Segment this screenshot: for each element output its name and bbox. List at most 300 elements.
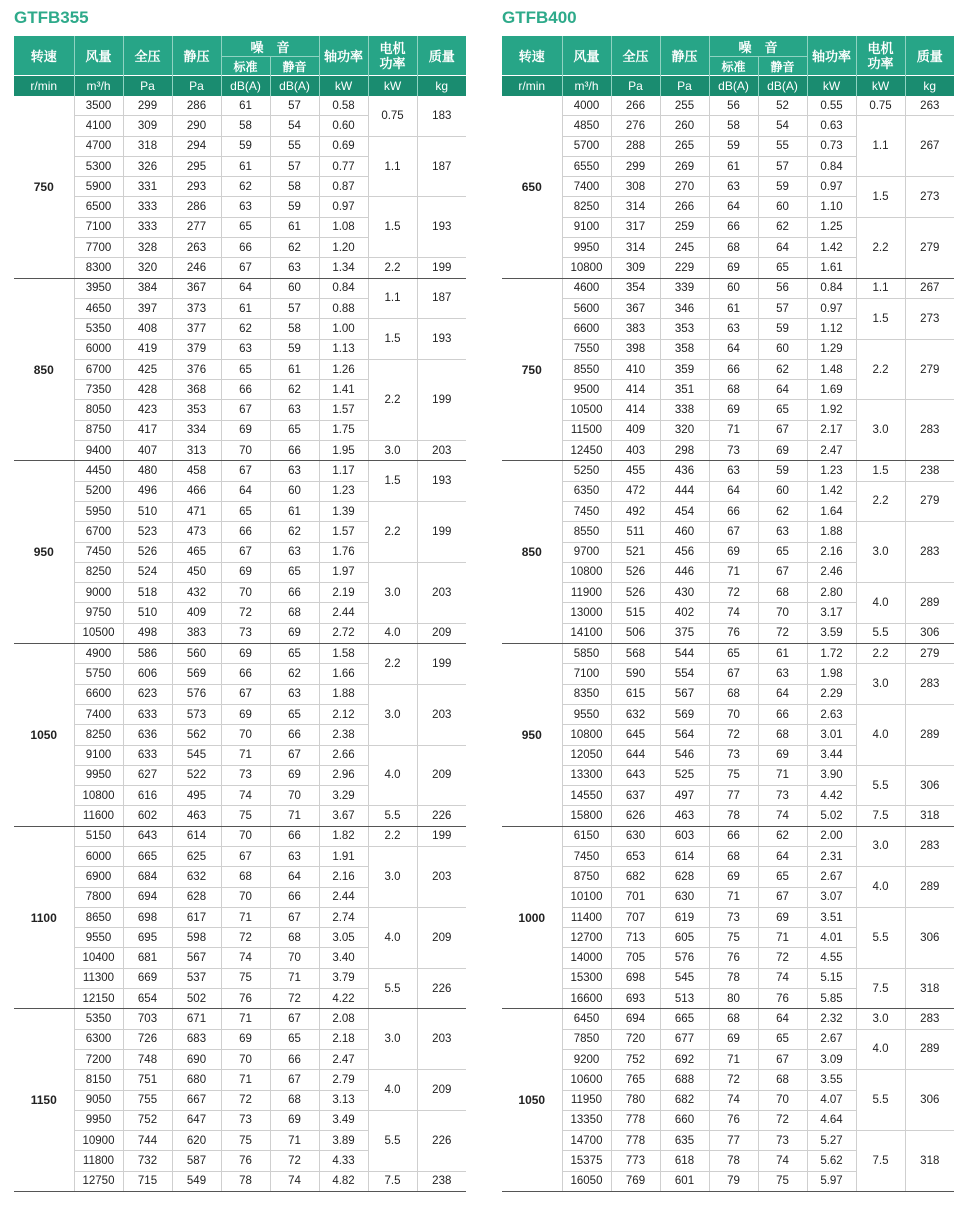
- data-cell: 245: [660, 238, 709, 258]
- data-cell: 653: [611, 846, 660, 866]
- data-cell: 544: [660, 644, 709, 664]
- table-row: [502, 278, 954, 298]
- data-cell: 73: [221, 623, 270, 643]
- data-cell: 76: [221, 1151, 270, 1171]
- data-cell: 14100: [562, 623, 611, 643]
- data-cell: 694: [123, 887, 172, 907]
- data-cell: 66: [270, 1049, 319, 1069]
- data-cell: 71: [758, 928, 807, 948]
- motor-power-cell: 4.0: [856, 1029, 905, 1070]
- table-row: [14, 278, 466, 298]
- mass-cell: 226: [417, 1110, 466, 1171]
- data-cell: 4.64: [807, 1110, 856, 1130]
- motor-power-cell: 2.2: [368, 359, 417, 440]
- data-cell: 64: [221, 481, 270, 501]
- data-cell: 0.55: [807, 96, 856, 116]
- unit-static-pressure: Pa: [660, 76, 709, 97]
- data-cell: 65: [221, 217, 270, 237]
- mass-cell: 273: [905, 298, 954, 339]
- motor-power-cell: 1.5: [368, 319, 417, 360]
- data-cell: 9550: [74, 928, 123, 948]
- data-cell: 630: [611, 826, 660, 846]
- data-cell: 55: [758, 136, 807, 156]
- data-cell: 3500: [74, 96, 123, 116]
- data-cell: 637: [611, 786, 660, 806]
- data-cell: 432: [172, 583, 221, 603]
- data-cell: 334: [172, 420, 221, 440]
- header-static-pressure: 静压: [660, 36, 709, 76]
- data-cell: 373: [172, 298, 221, 318]
- data-cell: 63: [270, 684, 319, 704]
- motor-power-cell: 0.75: [856, 96, 905, 116]
- motor-power-cell: 3.0: [368, 1009, 417, 1070]
- data-cell: 72: [709, 725, 758, 745]
- data-cell: 2.79: [319, 1070, 368, 1090]
- data-cell: 0.77: [319, 156, 368, 176]
- data-cell: 78: [709, 1151, 758, 1171]
- data-cell: 64: [221, 278, 270, 298]
- mass-cell: 283: [905, 400, 954, 461]
- data-cell: 11600: [74, 806, 123, 826]
- data-cell: 314: [611, 238, 660, 258]
- data-cell: 9100: [74, 745, 123, 765]
- data-cell: 8550: [562, 359, 611, 379]
- data-cell: 65: [221, 359, 270, 379]
- data-cell: 769: [611, 1171, 660, 1191]
- data-cell: 65: [270, 704, 319, 724]
- data-cell: 683: [172, 1029, 221, 1049]
- table-row: [14, 826, 466, 846]
- data-cell: 525: [660, 765, 709, 785]
- data-cell: 246: [172, 258, 221, 278]
- data-cell: 748: [123, 1049, 172, 1069]
- header-mass: 质量: [905, 36, 954, 76]
- mass-cell: 187: [417, 278, 466, 319]
- data-cell: 73: [709, 907, 758, 927]
- data-cell: 73: [221, 765, 270, 785]
- table-title: GTFB400: [502, 8, 577, 27]
- motor-power-cell: 1.5: [856, 461, 905, 481]
- motor-power-cell: 2.2: [856, 217, 905, 278]
- mass-cell: 283: [905, 664, 954, 705]
- data-cell: 7100: [562, 664, 611, 684]
- data-cell: 63: [758, 522, 807, 542]
- header-shaft-power: 轴功率: [807, 36, 856, 76]
- data-cell: 1.58: [319, 644, 368, 664]
- data-cell: 0.87: [319, 177, 368, 197]
- data-cell: 9500: [562, 380, 611, 400]
- data-cell: 617: [172, 907, 221, 927]
- data-cell: 713: [611, 928, 660, 948]
- data-cell: 463: [172, 806, 221, 826]
- data-cell: 2.46: [807, 562, 856, 582]
- data-cell: 12700: [562, 928, 611, 948]
- table-panel-gtfb355: [14, 0, 466, 1192]
- data-cell: 351: [660, 380, 709, 400]
- data-cell: 1.64: [807, 501, 856, 521]
- data-cell: 61: [270, 359, 319, 379]
- mass-cell: 203: [417, 846, 466, 907]
- data-cell: 6000: [74, 846, 123, 866]
- data-cell: 67: [758, 1049, 807, 1069]
- data-cell: 9750: [74, 603, 123, 623]
- data-cell: 63: [709, 461, 758, 481]
- data-cell: 59: [758, 319, 807, 339]
- data-cell: 67: [758, 887, 807, 907]
- data-cell: 2.72: [319, 623, 368, 643]
- data-cell: 1.48: [807, 359, 856, 379]
- data-cell: 69: [221, 562, 270, 582]
- data-cell: 502: [172, 989, 221, 1009]
- data-cell: 70: [758, 603, 807, 623]
- data-cell: 69: [709, 400, 758, 420]
- data-cell: 71: [709, 1049, 758, 1069]
- data-cell: 57: [270, 298, 319, 318]
- mass-cell: 187: [417, 136, 466, 197]
- data-cell: 466: [172, 481, 221, 501]
- data-cell: 601: [660, 1171, 709, 1191]
- header-mass: 质量: [417, 36, 466, 76]
- data-cell: 71: [758, 765, 807, 785]
- data-cell: 694: [611, 1009, 660, 1029]
- data-cell: 510: [123, 501, 172, 521]
- speed-cell: 650: [502, 96, 562, 278]
- data-cell: 2.16: [319, 867, 368, 887]
- data-cell: 698: [611, 968, 660, 988]
- data-cell: 414: [611, 380, 660, 400]
- data-cell: 5350: [74, 319, 123, 339]
- data-cell: 1.82: [319, 826, 368, 846]
- data-cell: 7450: [74, 542, 123, 562]
- data-cell: 3.01: [807, 725, 856, 745]
- data-cell: 326: [123, 156, 172, 176]
- data-cell: 71: [221, 1009, 270, 1029]
- data-cell: 294: [172, 136, 221, 156]
- data-cell: 720: [611, 1029, 660, 1049]
- data-cell: 6550: [562, 156, 611, 176]
- data-cell: 67: [709, 664, 758, 684]
- data-cell: 660: [660, 1110, 709, 1130]
- data-cell: 74: [758, 1151, 807, 1171]
- data-cell: 66: [221, 522, 270, 542]
- data-cell: 62: [221, 177, 270, 197]
- data-cell: 460: [660, 522, 709, 542]
- data-cell: 8250: [74, 725, 123, 745]
- data-cell: 65: [758, 400, 807, 420]
- data-cell: 620: [172, 1131, 221, 1151]
- data-cell: 419: [123, 339, 172, 359]
- motor-power-cell: 5.5: [856, 907, 905, 968]
- data-cell: 269: [660, 156, 709, 176]
- data-cell: 71: [709, 887, 758, 907]
- mass-cell: 279: [905, 339, 954, 400]
- data-cell: 665: [660, 1009, 709, 1029]
- data-cell: 73: [758, 1131, 807, 1151]
- data-cell: 752: [123, 1110, 172, 1130]
- motor-power-cell: 3.0: [368, 846, 417, 907]
- data-cell: 71: [270, 806, 319, 826]
- speed-cell: 1050: [502, 1009, 562, 1192]
- motor-power-cell: 2.2: [856, 339, 905, 400]
- unit-speed: r/min: [502, 76, 562, 97]
- data-cell: 66: [221, 238, 270, 258]
- data-cell: 3.17: [807, 603, 856, 623]
- motor-power-cell: 0.75: [368, 96, 417, 136]
- table-row: [502, 217, 954, 237]
- table-row: [502, 481, 954, 501]
- data-cell: 339: [660, 278, 709, 298]
- mass-cell: 238: [905, 461, 954, 481]
- data-cell: 72: [221, 928, 270, 948]
- data-cell: 665: [123, 846, 172, 866]
- data-cell: 5900: [74, 177, 123, 197]
- mass-cell: 199: [417, 501, 466, 562]
- header-total-pressure: 全压: [611, 36, 660, 76]
- table-row: [502, 867, 954, 887]
- data-cell: 1.42: [807, 238, 856, 258]
- data-cell: 9700: [562, 542, 611, 562]
- data-cell: 72: [709, 1070, 758, 1090]
- data-cell: 417: [123, 420, 172, 440]
- data-cell: 1.10: [807, 197, 856, 217]
- performance-table: [502, 36, 954, 1192]
- unit-motor-power: kW: [856, 76, 905, 97]
- data-cell: 16600: [562, 989, 611, 1009]
- mass-cell: 203: [417, 684, 466, 745]
- data-cell: 333: [123, 197, 172, 217]
- data-cell: 425: [123, 359, 172, 379]
- data-cell: 4000: [562, 96, 611, 116]
- data-cell: 1.12: [807, 319, 856, 339]
- data-cell: 414: [611, 400, 660, 420]
- motor-power-cell: 3.0: [368, 441, 417, 461]
- data-cell: 5250: [562, 461, 611, 481]
- data-cell: 4.22: [319, 989, 368, 1009]
- data-cell: 367: [172, 278, 221, 298]
- data-cell: 70: [221, 583, 270, 603]
- data-cell: 586: [123, 644, 172, 664]
- data-cell: 61: [221, 298, 270, 318]
- data-cell: 11800: [74, 1151, 123, 1171]
- mass-cell: 238: [417, 1171, 466, 1191]
- data-cell: 1.61: [807, 258, 856, 278]
- data-cell: 60: [270, 481, 319, 501]
- data-cell: 62: [270, 238, 319, 258]
- table-row: [502, 806, 954, 826]
- data-cell: 635: [660, 1131, 709, 1151]
- data-cell: 63: [758, 664, 807, 684]
- data-cell: 66: [221, 664, 270, 684]
- data-cell: 6500: [74, 197, 123, 217]
- unit-shaft-power: kW: [807, 76, 856, 97]
- data-cell: 62: [758, 359, 807, 379]
- data-cell: 328: [123, 238, 172, 258]
- data-cell: 454: [660, 501, 709, 521]
- table-title: GTFB355: [14, 8, 89, 27]
- data-cell: 62: [758, 501, 807, 521]
- data-cell: 397: [123, 298, 172, 318]
- data-cell: 1.66: [319, 664, 368, 684]
- mass-cell: 306: [905, 765, 954, 806]
- data-cell: 73: [758, 786, 807, 806]
- data-cell: 409: [611, 420, 660, 440]
- data-cell: 755: [123, 1090, 172, 1110]
- data-cell: 1.92: [807, 400, 856, 420]
- header-motor-power: 电机 功率: [368, 36, 417, 76]
- data-cell: 8650: [74, 907, 123, 927]
- motor-power-cell: 5.5: [856, 1070, 905, 1131]
- data-cell: 338: [660, 400, 709, 420]
- data-cell: 398: [611, 339, 660, 359]
- data-cell: 68: [758, 725, 807, 745]
- data-cell: 9200: [562, 1049, 611, 1069]
- header-speed: 转速: [14, 36, 74, 76]
- data-cell: 63: [270, 542, 319, 562]
- data-cell: 4600: [562, 278, 611, 298]
- unit-speed: r/min: [14, 76, 74, 97]
- data-cell: 73: [709, 745, 758, 765]
- data-cell: 383: [172, 623, 221, 643]
- data-cell: 1.13: [319, 339, 368, 359]
- data-cell: 353: [660, 319, 709, 339]
- data-cell: 0.97: [807, 298, 856, 318]
- motor-power-cell: 4.0: [856, 867, 905, 908]
- data-cell: 4100: [74, 116, 123, 136]
- data-cell: 68: [709, 1009, 758, 1029]
- data-cell: 707: [611, 907, 660, 927]
- table-row: [502, 968, 954, 988]
- data-cell: 471: [172, 501, 221, 521]
- motor-power-cell: 1.5: [368, 197, 417, 258]
- data-cell: 70: [270, 786, 319, 806]
- data-cell: 436: [660, 461, 709, 481]
- data-cell: 778: [611, 1110, 660, 1130]
- data-cell: 3.55: [807, 1070, 856, 1090]
- data-cell: 1.57: [319, 522, 368, 542]
- data-cell: 299: [611, 156, 660, 176]
- data-cell: 3.13: [319, 1090, 368, 1110]
- data-cell: 1.88: [807, 522, 856, 542]
- data-cell: 359: [660, 359, 709, 379]
- data-cell: 5.15: [807, 968, 856, 988]
- data-cell: 9100: [562, 217, 611, 237]
- data-cell: 2.31: [807, 846, 856, 866]
- data-cell: 2.17: [807, 420, 856, 440]
- data-cell: 569: [660, 704, 709, 724]
- data-cell: 2.44: [319, 887, 368, 907]
- data-cell: 309: [611, 258, 660, 278]
- data-cell: 346: [660, 298, 709, 318]
- data-cell: 614: [660, 846, 709, 866]
- data-cell: 2.47: [807, 441, 856, 461]
- data-cell: 66: [270, 441, 319, 461]
- data-cell: 8050: [74, 400, 123, 420]
- data-cell: 67: [270, 1009, 319, 1029]
- table-row: [14, 96, 466, 116]
- data-cell: 2.29: [807, 684, 856, 704]
- data-cell: 61: [270, 501, 319, 521]
- data-cell: 3.40: [319, 948, 368, 968]
- data-cell: 10500: [74, 623, 123, 643]
- data-cell: 458: [172, 461, 221, 481]
- data-cell: 643: [123, 826, 172, 846]
- data-cell: 68: [709, 380, 758, 400]
- data-cell: 3.90: [807, 765, 856, 785]
- data-cell: 3.51: [807, 907, 856, 927]
- data-cell: 61: [709, 298, 758, 318]
- data-cell: 379: [172, 339, 221, 359]
- data-cell: 1.88: [319, 684, 368, 704]
- data-cell: 76: [221, 989, 270, 1009]
- mass-cell: 209: [417, 1070, 466, 1111]
- speed-cell: 1000: [502, 826, 562, 1009]
- data-cell: 701: [611, 887, 660, 907]
- mass-cell: 199: [417, 826, 466, 846]
- data-cell: 13300: [562, 765, 611, 785]
- data-cell: 5150: [74, 826, 123, 846]
- data-cell: 450: [172, 562, 221, 582]
- data-cell: 7200: [74, 1049, 123, 1069]
- data-cell: 69: [221, 1029, 270, 1049]
- data-cell: 76: [709, 948, 758, 968]
- data-cell: 11500: [562, 420, 611, 440]
- data-cell: 58: [270, 319, 319, 339]
- data-cell: 72: [221, 603, 270, 623]
- data-cell: 7550: [562, 339, 611, 359]
- data-cell: 576: [172, 684, 221, 704]
- data-cell: 430: [660, 583, 709, 603]
- table-row: [502, 623, 954, 643]
- data-cell: 590: [611, 664, 660, 684]
- mass-cell: 209: [417, 623, 466, 643]
- data-cell: 677: [660, 1029, 709, 1049]
- header-shaft-power: 轴功率: [319, 36, 368, 76]
- data-cell: 67: [270, 907, 319, 927]
- header-static-pressure: 静压: [172, 36, 221, 76]
- data-cell: 70: [758, 1090, 807, 1110]
- speed-cell: 750: [14, 96, 74, 278]
- mass-cell: 289: [905, 867, 954, 908]
- data-cell: 409: [172, 603, 221, 623]
- data-cell: 7800: [74, 887, 123, 907]
- data-cell: 75: [758, 1171, 807, 1191]
- motor-power-cell: 1.1: [368, 136, 417, 197]
- data-cell: 10800: [562, 562, 611, 582]
- table-row: [14, 745, 466, 765]
- data-cell: 9000: [74, 583, 123, 603]
- data-cell: 1.29: [807, 339, 856, 359]
- data-cell: 74: [221, 786, 270, 806]
- data-cell: 58: [270, 177, 319, 197]
- table-row: [502, 1009, 954, 1029]
- table-row: [14, 907, 466, 927]
- data-cell: 79: [709, 1171, 758, 1191]
- data-cell: 537: [172, 968, 221, 988]
- data-cell: 633: [123, 745, 172, 765]
- data-cell: 7450: [562, 846, 611, 866]
- data-cell: 68: [270, 1090, 319, 1110]
- mass-cell: 318: [905, 1131, 954, 1192]
- data-cell: 1.72: [807, 644, 856, 664]
- data-cell: 587: [172, 1151, 221, 1171]
- data-cell: 8250: [74, 562, 123, 582]
- table-row: [502, 339, 954, 359]
- data-cell: 693: [611, 989, 660, 1009]
- data-cell: 313: [172, 441, 221, 461]
- data-cell: 333: [123, 217, 172, 237]
- mass-cell: 209: [417, 745, 466, 806]
- data-cell: 2.18: [319, 1029, 368, 1049]
